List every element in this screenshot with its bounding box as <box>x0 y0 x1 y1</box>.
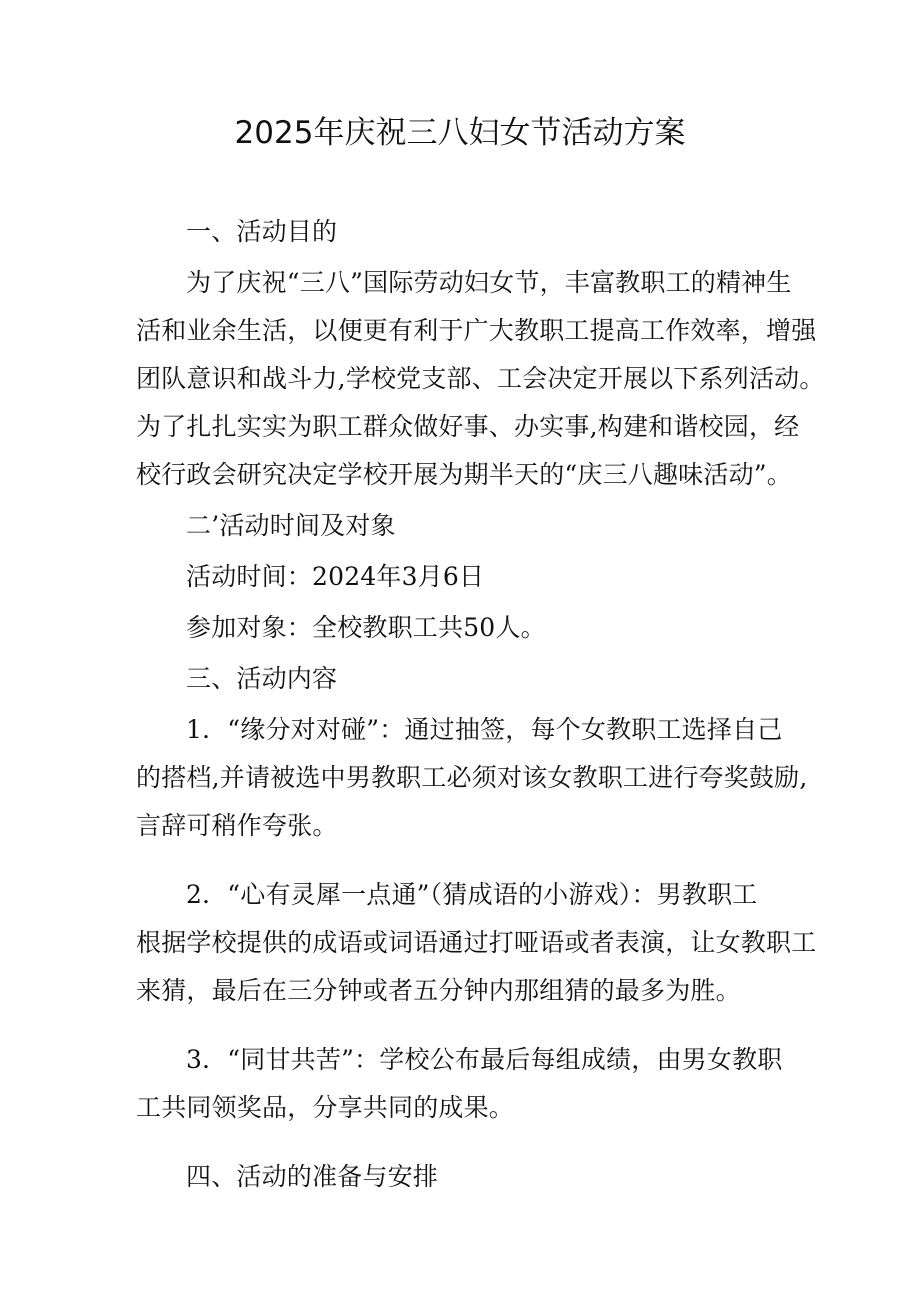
paragraph-line: 团队意识和战斗力,学校党支部、工会决定开展以下系列活动。 <box>136 364 825 393</box>
paragraph-line: 为了扎扎实实为职工群众做好事、办实事,构建和谐校园，经 <box>136 412 800 441</box>
item-1-line: 1．“缘分对对碰”：通过抽签，每个女教职工选择自己 <box>186 715 783 744</box>
activity-time: 活动时间：2024年3月6日 <box>186 562 485 591</box>
paragraph-line: 为了庆祝“三八”国际劳动妇女节，丰富教职工的精神生 <box>186 268 792 297</box>
section-heading-purpose: 一、活动目的 <box>186 217 338 246</box>
item-3-line: 3．“同甘共苦”：学校公布最后每组成绩，由男女教职 <box>186 1045 783 1074</box>
item-2-line: 来猜，最后在三分钟或者五分钟内那组猜的最多为胜。 <box>136 976 741 1005</box>
paragraph-line: 活和业余生活，以便更有利于广大教职工提高工作效率，增强 <box>136 316 817 345</box>
item-1-line: 的搭档,并请被选中男教职工必须对该女教职工进行夸奖鼓励, <box>136 763 808 792</box>
section-heading-content: 三、活动内容 <box>186 664 338 693</box>
item-2-line: 根据学校提供的成语或词语通过打哑语或者表演，让女教职工 <box>136 928 817 957</box>
item-3-line: 工共同领奖品，分享共同的成果。 <box>136 1093 515 1122</box>
section-heading-preparation: 四、活动的准备与安排 <box>186 1162 439 1191</box>
document-body <box>136 208 825 1201</box>
participants: 参加对象：全校教职工共50人。 <box>186 613 546 642</box>
item-2-line: 2．“心有灵犀一点通”（猜成语的小游戏）：男教职工 <box>186 880 758 909</box>
item-1-line: 言辞可稍作夸张。 <box>136 811 338 840</box>
section-heading-time-target: 二’活动时间及对象 <box>186 511 396 540</box>
document-title: 2025年庆祝三八妇女节活动方案 <box>234 115 686 151</box>
paragraph-line: 校行政会研究决定学校开展为期半天的“庆三八趣味活动”。 <box>136 460 792 489</box>
